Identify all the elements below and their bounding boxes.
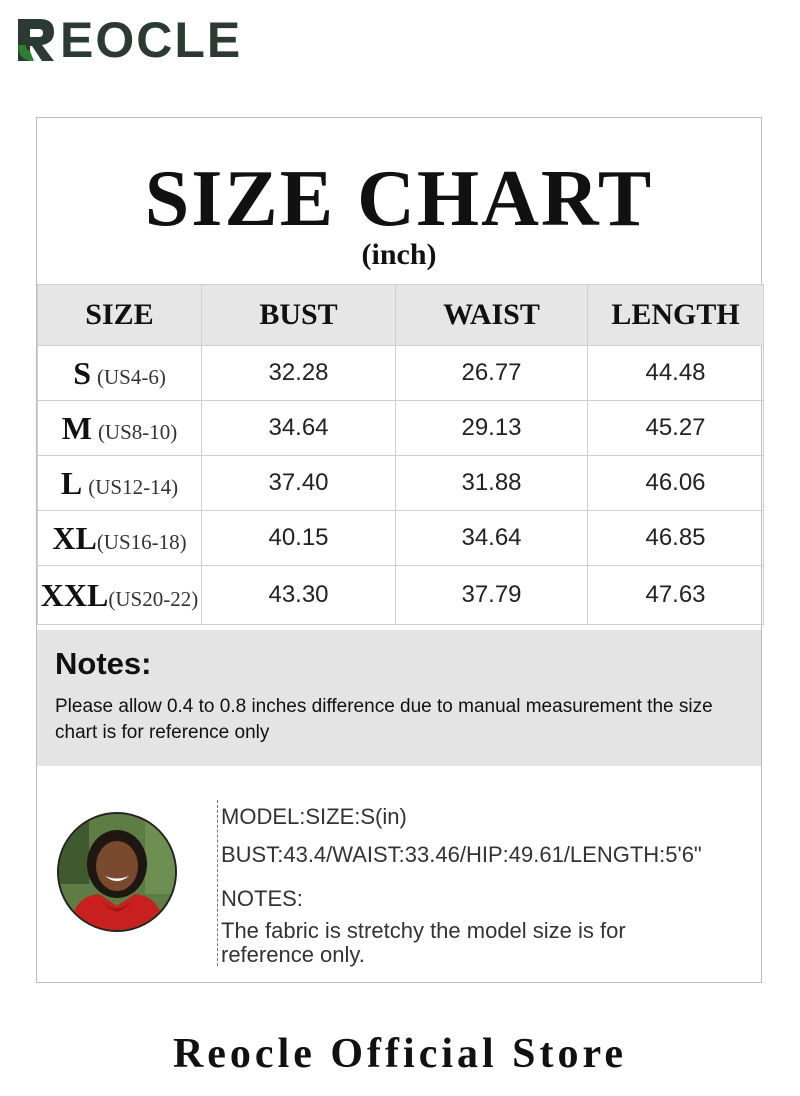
logo-text: EOCLE [60,12,243,68]
waist-cell: 34.64 [396,511,588,566]
size-chart-card [36,117,762,983]
model-info-divider [217,800,218,966]
size-cell [38,511,202,566]
size-label: L [60,464,83,501]
chart-unit: (inch) [361,238,437,271]
table-row [38,401,764,456]
size-label: XL [52,519,97,556]
us-size: (US20-22) [108,586,199,611]
model-size-line: MODEL:SIZE:S(in) [221,804,407,829]
header-waist: WAIST [396,285,588,346]
us-size: (US16-18) [96,529,187,554]
bust-cell: 34.64 [202,401,396,456]
brand-logo [14,14,242,66]
table-row [38,456,764,511]
chart-title: SIZE CHART [144,155,654,243]
notes-text: Please allow 0.4 to 0.8 inches difference due to manual measurement the size chart is for reference only [55,696,713,743]
notes-title: Notes: [55,646,152,681]
waist-cell: 26.77 [396,346,588,401]
length-cell: 46.06 [588,456,764,511]
logo-mark-icon [14,15,60,65]
size-label: M [61,409,92,446]
us-size: (US12-14) [88,474,179,499]
bust-cell: 40.15 [202,511,396,566]
table-row [38,346,764,401]
length-cell: 47.63 [588,566,764,625]
model-measurements-line: BUST:43.4/WAIST:33.46/HIP:49.61/LENGTH:5'6" [221,842,702,867]
store-name: Reocle Official Store [172,1031,628,1077]
us-size: (US8-10) [97,419,178,444]
waist-cell: 37.79 [396,566,588,625]
table-row [38,566,764,625]
header-size: SIZE [38,285,202,346]
header-bust: BUST [202,285,396,346]
size-label: XXL [40,576,109,613]
us-size: (US4-6) [96,364,166,389]
model-notes-text-1: The fabric is stretchy the model size is for [221,918,626,943]
bust-cell: 32.28 [202,346,396,401]
waist-cell: 31.88 [396,456,588,511]
model-avatar [57,812,177,932]
size-cell [38,456,202,511]
header-length: LENGTH [588,285,764,346]
table-row [38,511,764,566]
length-cell: 45.27 [588,401,764,456]
size-cell [38,346,202,401]
table-header-row [38,285,764,346]
model-notes-text-2: reference only. [221,942,365,967]
length-cell: 44.48 [588,346,764,401]
model-notes-label: NOTES: [221,886,303,911]
size-label: S [73,354,91,391]
bust-cell: 43.30 [202,566,396,625]
waist-cell: 29.13 [396,401,588,456]
size-cell [38,566,202,625]
size-table [37,284,764,625]
notes-panel [37,630,761,766]
length-cell: 46.85 [588,511,764,566]
bust-cell: 37.40 [202,456,396,511]
size-cell [38,401,202,456]
